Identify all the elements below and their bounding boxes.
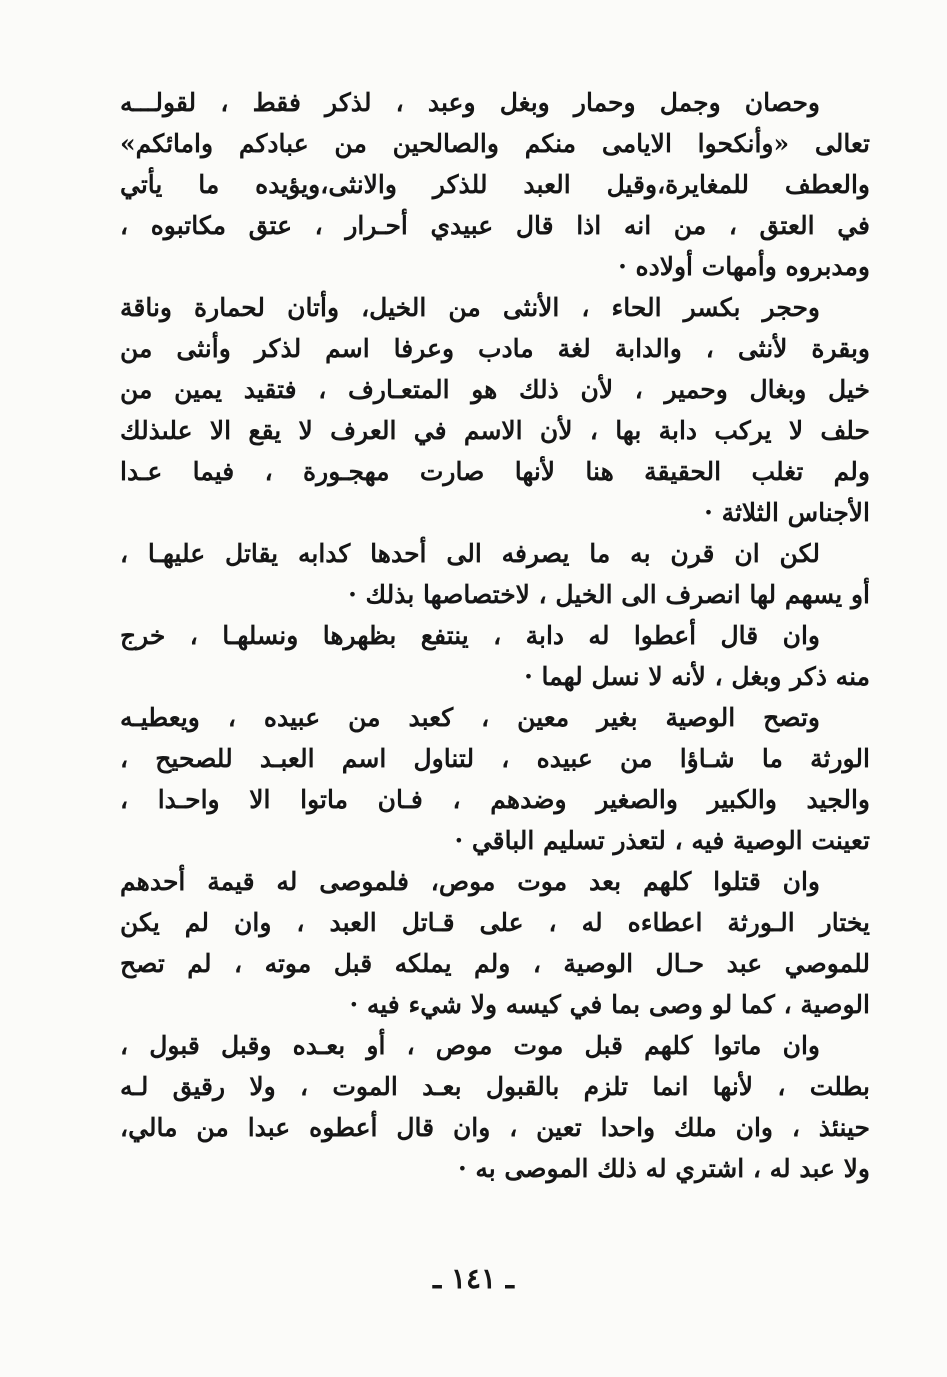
text-line: يختار الـورثة اعطاءه له ، على قـاتل العبد ، وان لم يكن: [120, 908, 870, 937]
text-line: ولا عبد له ، اشتري له ذلك الموصى به ·: [457, 1154, 870, 1183]
text-line: ومدبروه وأمهات أولاده ·: [618, 252, 870, 281]
text-line: أو يسهم لها انصرف الى الخيل ، لاختصاصها بذلك ·: [348, 580, 870, 609]
text-line: وبقرة لأنثى ، والدابة لغة مادب وعرفا اسم لذكر وأنثى من: [120, 334, 870, 363]
text-line: في العتق ، من انه اذا قال عبيدي أحـرار ، عتق مكاتبوه ،: [120, 211, 870, 240]
text-line: وان قال أعطوا له دابة ، ينتفع بظهرها ونسلهـا ، خرج: [120, 621, 820, 650]
page-number: ـ ١٤١ ـ: [432, 1262, 515, 1295]
text-line: حينئذ ، وان ملك واحدا تعين ، وان قال أعطوه عبدا من مالي،: [120, 1113, 870, 1142]
text-line: وحجر بكسر الحاء ، الأنثى من الخيل، وأتان لحمارة وناقة: [120, 293, 820, 322]
text-line: منه ذكر وبغل ، لأنه لا نسل لهما ·: [524, 662, 870, 691]
text-line: الوصية ، كما لو وصى بما في كيسه ولا شيء فيه ·: [349, 990, 870, 1019]
text-line: وان ماتوا كلهم قبل موت موص ، أو بعـده وقبل قبول ،: [120, 1031, 820, 1060]
text-line: والعطف للمغايرة،وقيل العبد للذكر والانثى،ويؤيده ما يأتي: [120, 170, 870, 199]
text-line: للموصي عبد حـال الوصية ، ولم يملكه قبل موته ، لم تصح: [120, 949, 870, 978]
text-line: والجيد والكبير والصغير وضدهم ، فـان ماتوا الا واحـدا ،: [120, 785, 870, 814]
text-line: تعالى «وأنكحوا الايامى منكم والصالحين من عبادكم وامائكم»: [120, 129, 870, 158]
text-line: بطلت ، لأنها انما تلزم بالقبول بعـد الموت ، ولا رقيق لـه: [120, 1072, 870, 1101]
text-line: لكن ان قرن به ما يصرفه الى أحدها كدابه يقاتل عليهـا ،: [120, 539, 820, 568]
text-line: تعينت الوصية فيه ، لتعذر تسليم الباقي ·: [454, 826, 870, 855]
text-line: خيل وبغال وحمير ، لأن ذلك هو المتعـارف ، فتقيد يمين من: [120, 375, 870, 404]
text-line: ولم تغلب الحقيقة هنا لأنها صارت مهجـورة ، فيما عـدا: [120, 457, 870, 486]
text-line: وحصان وجمل وحمار وبغل وعبد ، لذكر فقط ، لقولـــه: [120, 88, 820, 117]
text-line: وان قتلوا كلهم بعد موت موص، فلموصى له قيمة أحدهم: [120, 867, 820, 896]
text-line: الأجناس الثلاثة ·: [704, 498, 870, 527]
body-text: [120, 82, 870, 1189]
text-line: حلف لا يركب دابة بها ، لأن الاسم في العرف لا يقع الا علىذلك: [120, 416, 870, 445]
text-line: الورثة ما شـاؤا من عبيده ، لتناول اسم العبـد للصحيح ،: [120, 744, 870, 773]
text-line: وتصح الوصية بغير معين ، كعبد من عبيده ، ويعطيـه: [120, 703, 820, 732]
